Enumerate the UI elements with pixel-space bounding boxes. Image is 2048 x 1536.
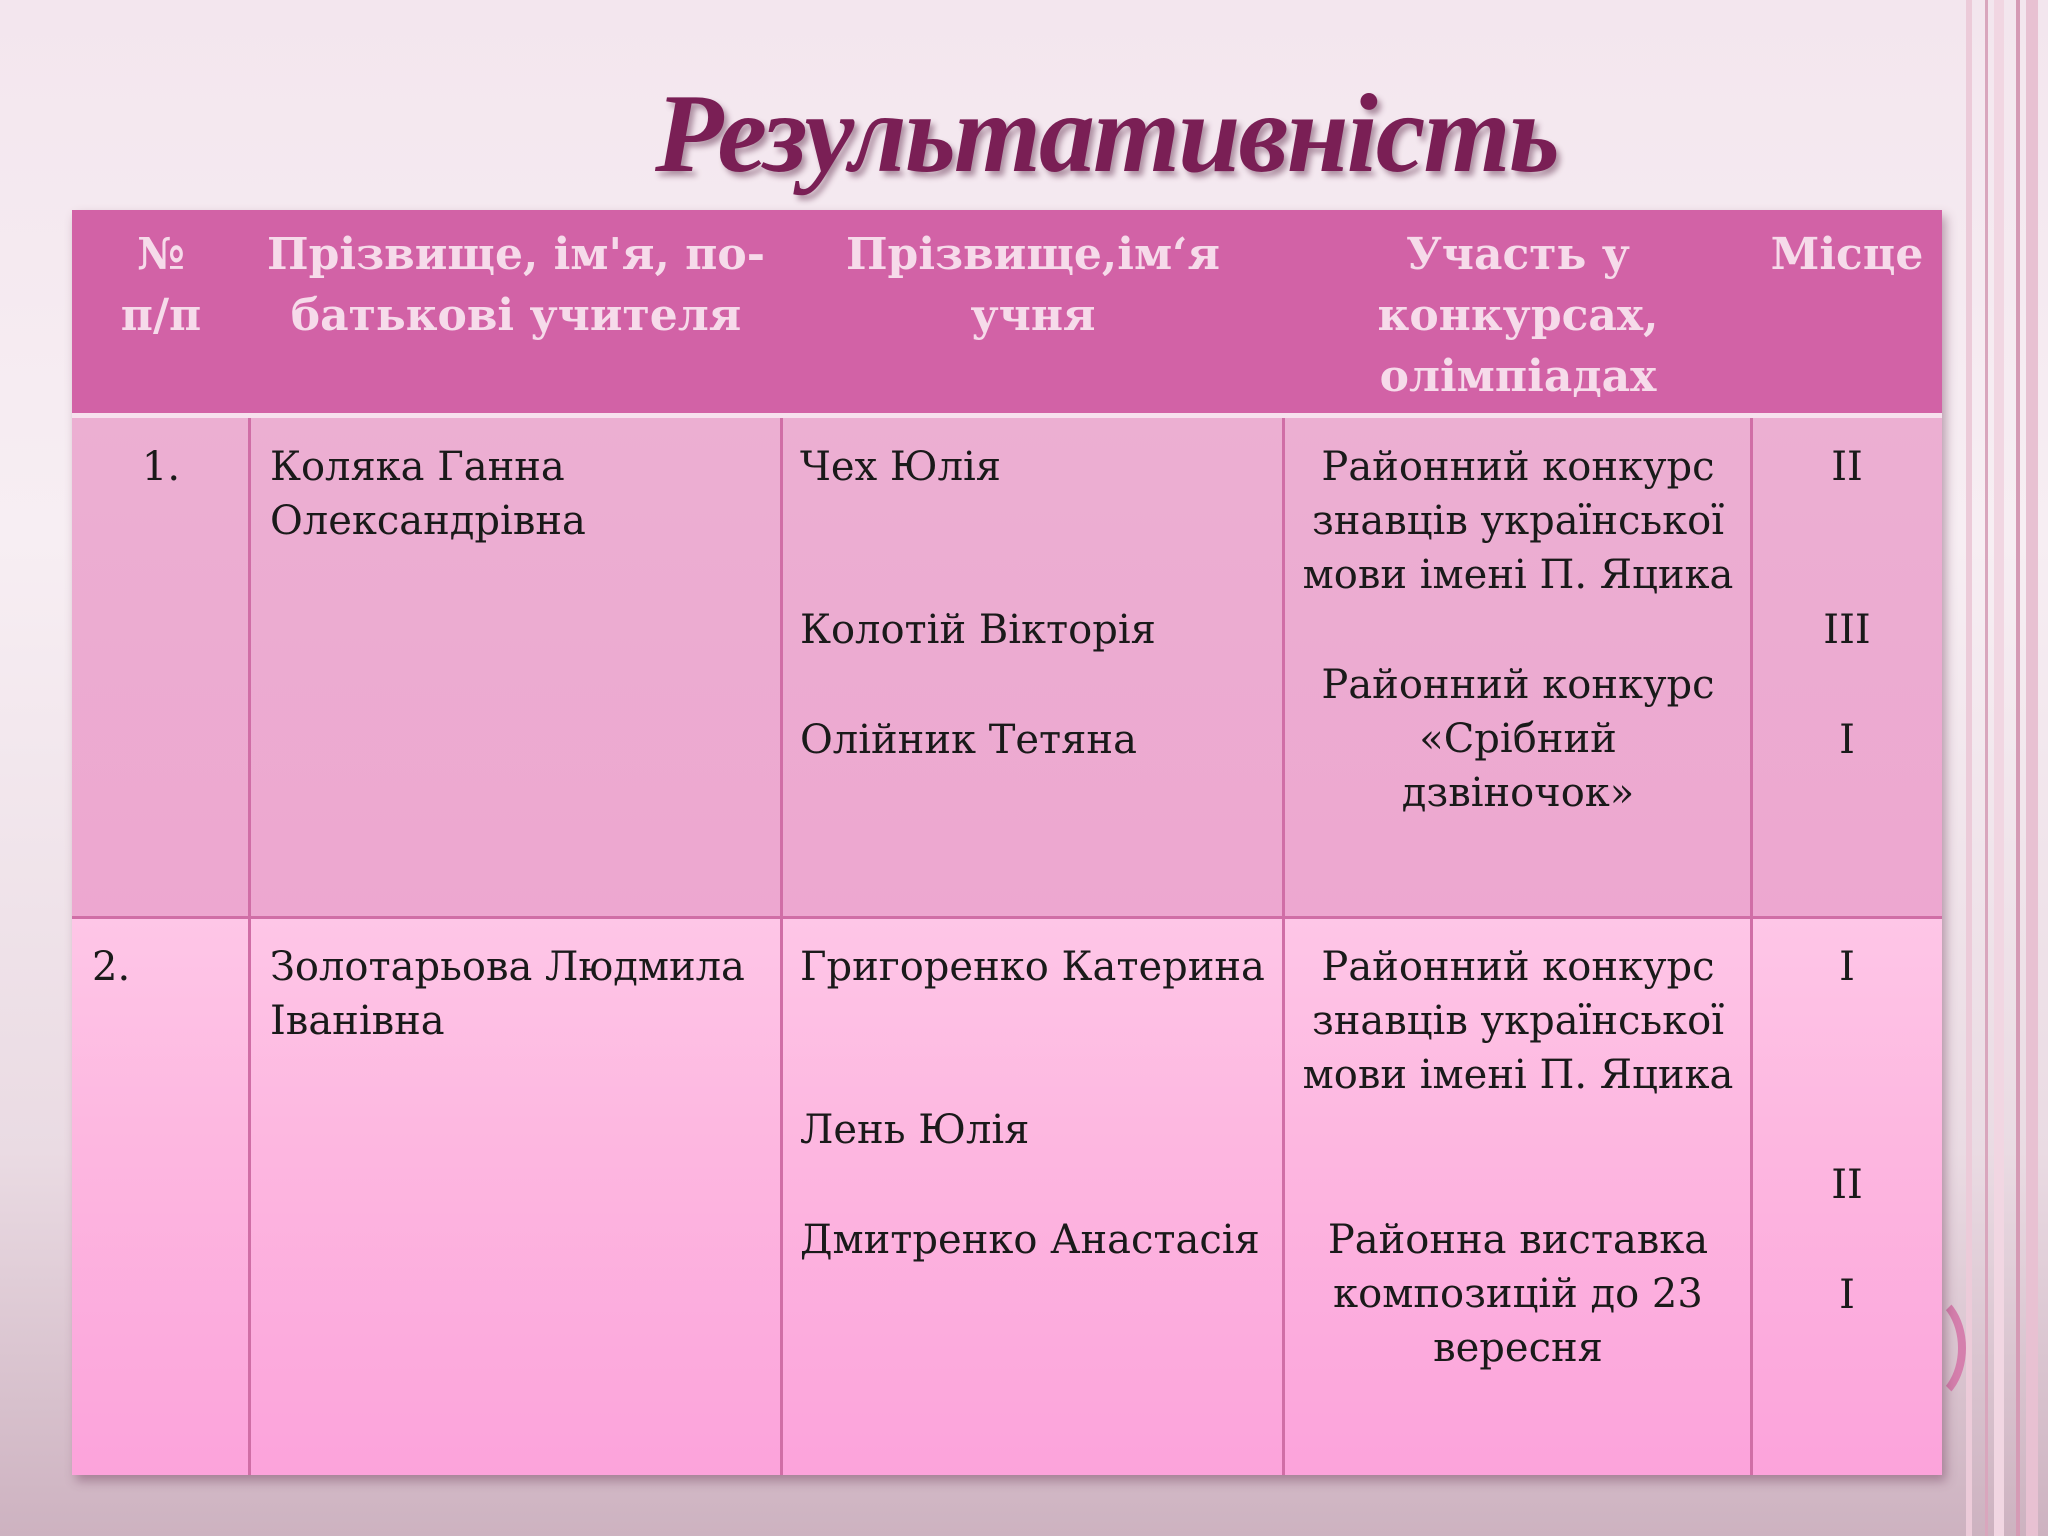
- table-row: [72, 918, 1942, 1475]
- student-name: Чех Юлія: [800, 444, 1002, 490]
- contest-name: Районна виставка композицій до 23 вересня: [1327, 1217, 1709, 1371]
- header-place: Місце: [1770, 229, 1924, 280]
- header-contest: Участь у конкурсах, олімпіадах: [1377, 229, 1659, 402]
- teacher-name: Коляка Ганна Олександрівна: [270, 444, 586, 544]
- table-row: [72, 418, 1942, 918]
- column-divider: [1750, 418, 1753, 1475]
- stripe: [1994, 0, 2004, 1536]
- stripe: [2026, 0, 2038, 1536]
- student-name: Колотій Вікторія: [800, 607, 1156, 653]
- student-name: Григоренко Катерина: [800, 944, 1265, 990]
- student-name: Олійник Тетяна: [800, 717, 1137, 763]
- results-table: [72, 210, 1942, 1475]
- contest-name: Районний конкурс знавців української мови імені П. Яцика: [1302, 444, 1734, 598]
- place-value: II: [1831, 1162, 1863, 1208]
- contest-name: Районний конкурс «Срібний дзвіночок»: [1321, 662, 1715, 816]
- table-header-row: [72, 210, 1942, 418]
- column-divider: [1282, 418, 1285, 1475]
- place-value: I: [1839, 944, 1855, 990]
- stripe: [1966, 0, 1972, 1536]
- teacher-name: Золотарьова Людмила Іванівна: [270, 944, 745, 1044]
- slide-title: Результативність: [655, 72, 1558, 196]
- row-num: 1.: [141, 444, 181, 490]
- place-value: II: [1831, 444, 1863, 490]
- contest-name: Районний конкурс знавців української мови імені П. Яцика: [1302, 944, 1734, 1098]
- student-name: Лень Юлія: [800, 1107, 1030, 1153]
- stripe: [1985, 0, 1988, 1536]
- decorative-stripes: [1948, 0, 2048, 1536]
- place-value: I: [1839, 717, 1855, 763]
- student-name: Дмитренко Анастасія: [800, 1217, 1260, 1263]
- place-value: III: [1823, 607, 1871, 653]
- header-num: № п/п: [120, 229, 202, 341]
- stripe: [2016, 0, 2020, 1536]
- row-num: 2.: [92, 944, 131, 990]
- column-divider: [780, 418, 783, 1475]
- row-divider: [72, 916, 1942, 919]
- column-divider: [248, 418, 251, 1475]
- header-teacher: Прізвище, ім'я, по- батькові учителя: [267, 229, 765, 341]
- header-student: Прізвище,ім‘я учня: [846, 229, 1220, 341]
- place-value: I: [1839, 1272, 1855, 1318]
